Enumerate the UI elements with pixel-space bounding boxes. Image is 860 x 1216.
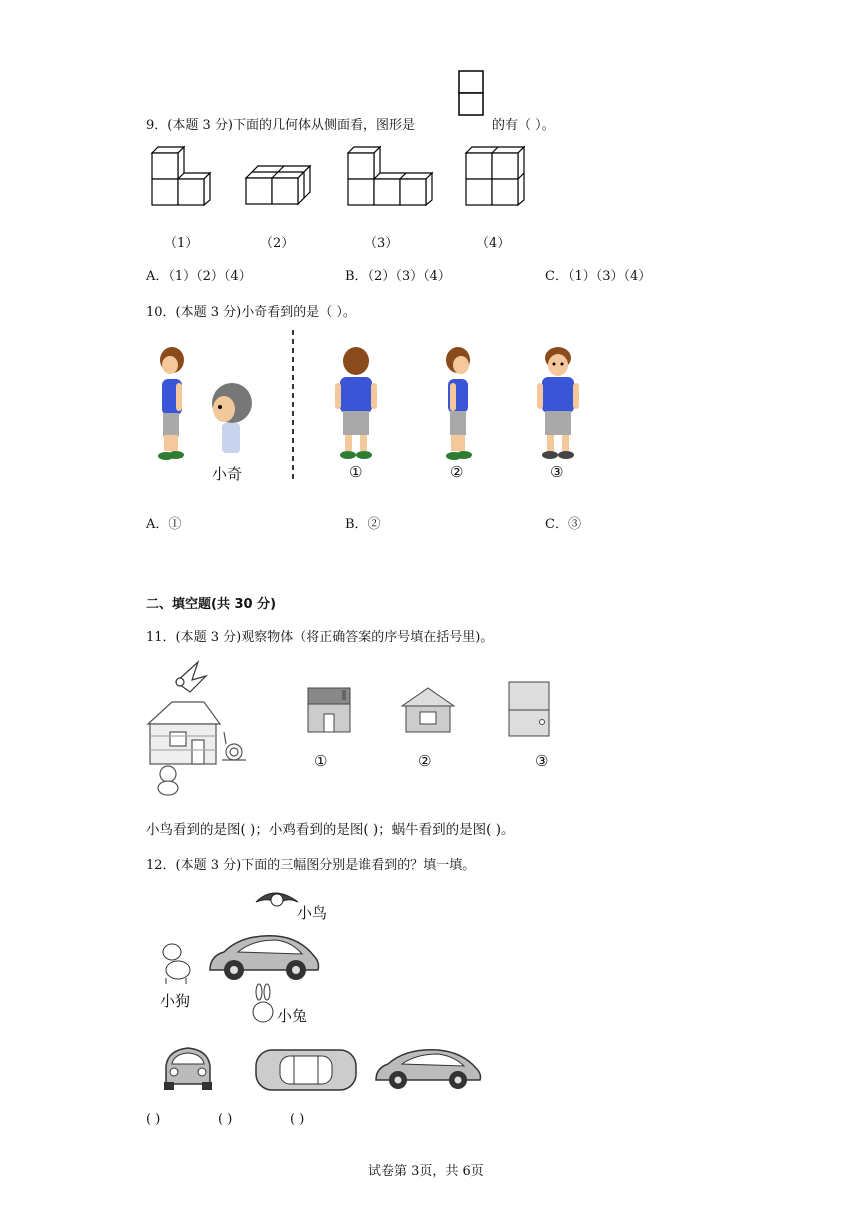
q9-figure-3 (346, 145, 434, 207)
q11-view-2 (398, 686, 458, 736)
bird-icon (176, 662, 206, 692)
q11-label-2: ② (418, 752, 432, 770)
q12-rabbit-icon (250, 984, 276, 1024)
q10-label-2: ② (450, 463, 464, 481)
q12-blank-2: ( ) (218, 1112, 233, 1127)
q9-option-b: B．（2）（3）（4） (345, 269, 451, 284)
q11-label-1: ① (314, 752, 328, 770)
q11-scene-illustration (142, 656, 252, 796)
q12-blank-1: ( ) (146, 1112, 161, 1127)
q9-stem (146, 114, 415, 133)
q9-figure-label-2: （2） (260, 236, 295, 251)
q10-option-b: B．② (345, 517, 381, 532)
boy-side-figure (158, 347, 184, 460)
q10-label-3: ③ (550, 463, 564, 481)
q12-label-rabbit: 小兔 (277, 1007, 308, 1025)
q9-figure-4 (464, 145, 526, 207)
q9-figure-label-1: （1） (164, 236, 199, 251)
q9-option-a: A．（1）（2）（4） (146, 269, 252, 284)
section-2-title: 二、填空题(共 30 分) (146, 597, 277, 612)
q10-scene-illustration (150, 345, 260, 465)
q9-figure-label-3: （3） (364, 236, 399, 251)
page-footer: 试卷第 3页，共 6页 (368, 1164, 484, 1179)
q11-stem: 11．(本题 3 分)观察物体（将正确答案的序号填在括号里)。 (146, 630, 494, 645)
q9-figure-1 (150, 145, 212, 207)
q12-label-bird: 小鸟 (297, 904, 328, 922)
q12-car-side-view (206, 932, 322, 982)
q10-option-c: C．③ (545, 517, 581, 532)
q10-stem: 10．(本题 3 分)小奇看到的是（ ）。 (146, 305, 356, 320)
q10-label-1: ① (349, 463, 363, 481)
q9-stem-before: 9．(本题 3 分)下面的几何体从侧面看，图形是 (146, 118, 415, 133)
q9-figure-2 (244, 160, 314, 208)
q11-view-1 (306, 686, 352, 734)
q9-figure-label-4: （4） (476, 236, 511, 251)
q12-stem: 12．(本题 3 分)下面的三幅图分别是谁看到的？填一填。 (146, 858, 476, 873)
q11-answer-line: 小鸟看到的是图( )；小鸡看到的是图( )；蜗牛看到的是图( )。 (146, 822, 515, 838)
house-icon (148, 702, 220, 764)
q12-car-front-view (160, 1044, 216, 1092)
q10-dashed-divider (290, 330, 296, 482)
q11-view-3 (507, 680, 551, 738)
q10-view-side (440, 345, 476, 465)
q10-caption-xiaoqi: 小奇 (212, 465, 243, 483)
chick-icon (158, 766, 178, 795)
q11-label-3: ③ (535, 752, 549, 770)
q12-label-dog: 小狗 (160, 992, 191, 1010)
q9-stem-after: 的有（ ）。 (492, 118, 555, 133)
q9-option-c: C．（1）（3）（4） (545, 269, 652, 284)
q12-bird-icon (254, 880, 300, 914)
q9-side-view-figure (458, 70, 484, 116)
q12-car-side-view-2 (372, 1046, 486, 1092)
q12-blank-3: ( ) (290, 1112, 305, 1127)
q10-option-a: A．① (146, 517, 182, 532)
q12-car-top-view (254, 1048, 358, 1092)
snail-icon (222, 732, 246, 760)
q10-view-back (334, 345, 378, 465)
xiaoqi-figure (212, 383, 252, 453)
q12-dog-icon (158, 940, 194, 986)
q10-view-front (536, 345, 580, 465)
